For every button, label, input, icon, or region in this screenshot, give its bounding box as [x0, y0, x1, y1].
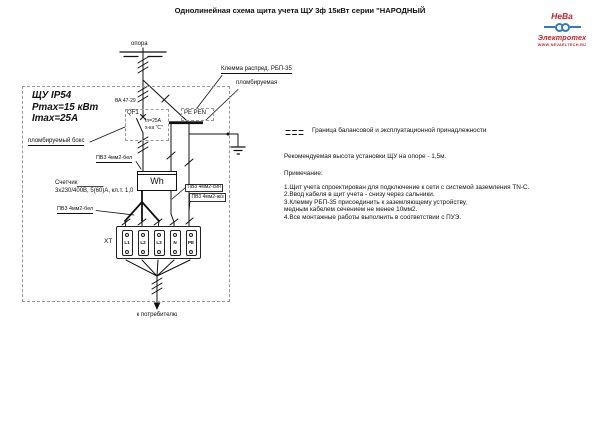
- page-title: Однолинейная схема щита учета ЩУ 3ф 15кВт серии "НАРОДНЫЙ: [174, 6, 426, 15]
- wire-yellow-green-label: ПВ3 4мм2-ж/з: [189, 193, 226, 202]
- terminal-screw-icon: [157, 233, 161, 237]
- terminal-screw-icon: [173, 233, 177, 237]
- terminal-L3: [154, 230, 165, 256]
- enclosure-spec: [32, 90, 98, 125]
- enclosure-imax: Imax=25А: [32, 113, 79, 124]
- note-line: 4.Все монтажные работы выполнить в соответствии с ПУЭ.: [284, 213, 462, 221]
- terminal-label: L1: [124, 239, 130, 245]
- enclosure-pmax: Pmax=15 кВт: [32, 101, 99, 113]
- height-recommendation: Рекомендуемая высота установки ЩУ на опоре - 1,5м.: [284, 153, 447, 160]
- boundary-legend-text: Граница балансовой и эксплуатационной принадлежности: [312, 127, 487, 134]
- terminal-label: PE: [187, 239, 195, 245]
- enclosure-type: ЩУ IP54: [32, 90, 72, 101]
- terminal-label: N: [173, 239, 177, 245]
- pen-bus-label: PE PEN: [184, 110, 207, 116]
- terminal-N: [170, 230, 181, 256]
- breaker-ref-label: QF1: [127, 110, 139, 116]
- breaker-type-label: ВА 47-29: [115, 98, 136, 104]
- terminal-screw-icon: [189, 233, 193, 237]
- terminal-block: [116, 226, 201, 259]
- energy-meter: [137, 171, 177, 191]
- logo-url: WWW.NEVAELTECH.RU: [537, 43, 587, 47]
- terminal-screw-icon: [173, 250, 177, 254]
- meter-label: Счетчик: [55, 180, 78, 186]
- logo-text-top: НеВа: [551, 11, 573, 21]
- terminal-screw-icon: [125, 233, 129, 237]
- terminal-L2: [138, 230, 149, 256]
- note-line: медным кабелем сечением не менее 10мм2.: [284, 206, 418, 213]
- terminal-screw-icon: [141, 250, 145, 254]
- breaker-char-label: х-ка "С": [145, 125, 163, 131]
- wire-white-top-label: ПВ3 4мм2-бел: [96, 155, 133, 161]
- clamp-sealed-label: пломбируемая: [236, 80, 278, 86]
- clamp-label: Клемма распред. РБП-35: [221, 66, 292, 74]
- wire-blue-label: ПВ3 4мм2-син: [185, 184, 223, 193]
- terminal-label: L2: [140, 239, 146, 245]
- consumer-label: к потребителю: [136, 312, 178, 318]
- terminal-screw-icon: [189, 250, 193, 254]
- sealed-box-label: пломбируемый бокс: [28, 138, 84, 146]
- meter-spec-label: 3х230/400В, 5(60)А, кл.т. 1,0: [55, 188, 134, 194]
- terminal-screw-icon: [125, 250, 129, 254]
- wire-white-bottom-label: ПВ3 4мм2-бел: [57, 206, 94, 212]
- terminal-block-ref: XT: [104, 238, 113, 245]
- note-line: 1.Щит учета спроектирован для подключение к сети с системой заземления TN-C.: [284, 183, 530, 191]
- note-line: 2.Ввод кабеля в щит учета - снизу через сальники.: [284, 191, 435, 198]
- terminal-screw-icon: [157, 250, 161, 254]
- meter-symbol-text: Wh: [150, 176, 164, 186]
- notes-header: Примечание:: [284, 170, 323, 177]
- pole-label: опора: [131, 41, 148, 47]
- logo-text-bottom: Электротех: [537, 33, 587, 42]
- terminal-label: L3: [156, 239, 162, 245]
- note-line: 3.Клемму РБП-35 присоединить к заземляющему устройству,: [284, 198, 468, 206]
- terminal-L1: [122, 230, 133, 256]
- breaker-current-label: In=25A: [145, 118, 161, 124]
- terminal-PE: [186, 230, 197, 256]
- terminal-screw-icon: [141, 233, 145, 237]
- boundary-legend-icon: [286, 131, 305, 135]
